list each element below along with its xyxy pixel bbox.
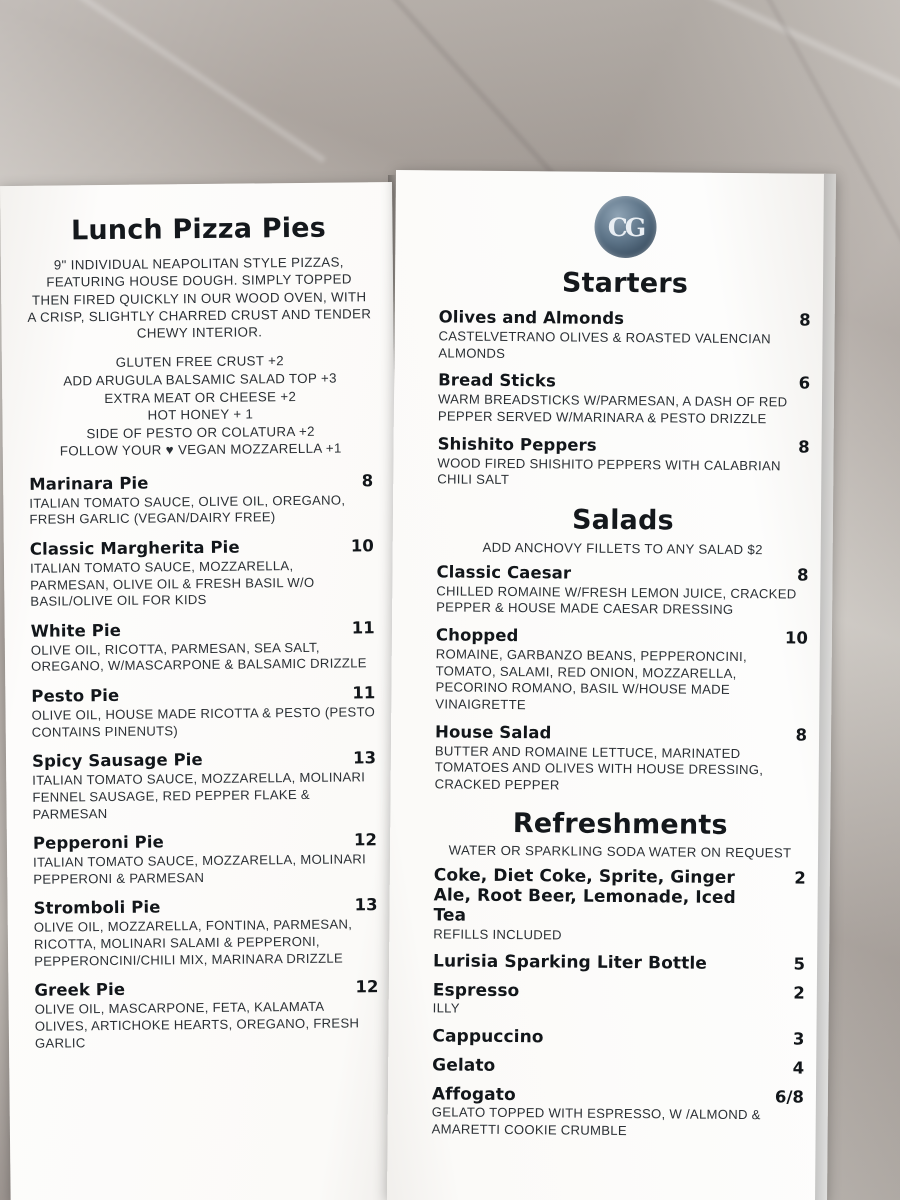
menu-item-description: OLIVE OIL, HOUSE MADE RICOTTA & PESTO (PESTO CONTAINS PINENUTS) xyxy=(31,704,376,740)
menu-item-name: Pesto Pie xyxy=(31,685,120,706)
pizza-blurb: 9" INDIVIDUAL NEAPOLITAN STYLE PIZZAS, FEATURING HOUSE DOUGH. SIMPLY TOPPED THEN FIRED QUICKLY IN OUR WOOD OVEN, WITH A CRISP, SLIGHTLY CHARRED CRUST AND TENDER CHEWY INTERIOR. xyxy=(27,254,372,341)
menu-item-description: ITALIAN TOMATO SAUCE, MOZZARELLA, MOLINARI FENNEL SAUSAGE, RED PEPPER FLAKE & PARMESAN xyxy=(32,769,366,822)
menu-item-price: 11 xyxy=(351,618,375,638)
menu-item-price: 11 xyxy=(352,683,376,703)
menu-item-price: 8 xyxy=(798,437,810,457)
menu-item-name: Classic Caesar xyxy=(436,562,572,583)
menu-item-name: Marinara Pie xyxy=(29,473,149,494)
menu-item-name: Greek Pie xyxy=(34,980,126,1001)
pizza-addons: GLUTEN FREE CRUST +2 ADD ARUGULA BALSAMIC SALAD TOP +3 EXTRA MEAT OR CHEESE +2 HOT HONEY + 1 SIDE OF PESTO OR COLATURA +2 FOLLOW YOUR ♥ VEGAN MOZZARELLA +1 xyxy=(59,353,342,459)
menu-item-name: Shishito Peppers xyxy=(437,433,597,455)
menu-item[interactable] xyxy=(435,625,808,716)
salads-heading: Salads xyxy=(571,504,674,537)
pizza-item-list xyxy=(29,471,379,1052)
menu-item-description: ILLY xyxy=(432,1000,460,1016)
menu-item-description: REFILLS INCLUDED xyxy=(433,925,562,942)
menu-item-name: Classic Margherita Pie xyxy=(29,537,240,559)
menu-item[interactable] xyxy=(32,749,377,823)
logo-monogram: CG xyxy=(594,196,657,259)
menu-item-price: 13 xyxy=(354,895,378,915)
menu-item[interactable] xyxy=(31,618,376,676)
menu-item-description: WARM BREADSTICKS W/PARMESAN, A DASH OF RED PEPPER SERVED W/MARINARA & PESTO DRIZZLE xyxy=(437,391,788,427)
menu-item-name: Bread Sticks xyxy=(438,370,557,391)
menu-item-name: Lurisia Sparking Liter Bottle xyxy=(433,951,708,974)
menu-item-name: Affogato xyxy=(431,1084,516,1106)
menu-item-name: Spicy Sausage Pie xyxy=(31,750,203,772)
menu-item[interactable] xyxy=(435,722,808,796)
menu-item-description: WOOD FIRED SHISHITO PEPPERS WITH CALABRIAN CHILI SALT xyxy=(437,454,781,488)
menu-right-page xyxy=(387,170,836,1200)
menu-item[interactable] xyxy=(433,981,805,1021)
menu-item-price: 3 xyxy=(792,1029,805,1049)
menu-item-price: 10 xyxy=(784,628,809,648)
menu-item-name: Cappuccino xyxy=(432,1026,544,1048)
menu-item-price: 6/8 xyxy=(774,1087,805,1107)
menu-item-name: White Pie xyxy=(30,620,122,641)
menu-item-name: Chopped xyxy=(435,625,519,646)
menu-left-page xyxy=(0,182,403,1200)
menu-item-price: 2 xyxy=(793,983,805,1003)
starters-heading: Starters xyxy=(561,267,689,300)
menu-item-price: 13 xyxy=(352,748,377,768)
menu-item[interactable] xyxy=(432,1055,804,1078)
salads-note: ADD ANCHOVY FILLETS TO ANY SALAD $2 xyxy=(482,539,763,557)
menu-item-price: 8 xyxy=(361,470,374,491)
salads-list xyxy=(435,562,809,796)
menu-item[interactable] xyxy=(433,951,805,974)
menu-item-price: 8 xyxy=(796,565,809,585)
menu-item-name: Coke, Diet Coke, Sprite, Ginger Ale, Root Beer, Lemonade, Iced Tea xyxy=(433,865,736,927)
menu-item-description: GELATO TOPPED WITH ESPRESSO, W /ALMOND & AMARETTI COOKIE CRUMBLE xyxy=(431,1104,761,1138)
menu-item[interactable] xyxy=(29,471,374,529)
menu-item-price: 5 xyxy=(793,954,806,974)
menu-item-name: Pepperoni Pie xyxy=(32,832,164,853)
menu-item-name: Stromboli Pie xyxy=(33,897,161,919)
marble-vein xyxy=(540,0,900,114)
starters-list xyxy=(437,307,811,491)
menu-item-price: 10 xyxy=(350,536,374,556)
marble-vein xyxy=(0,0,326,163)
menu-item[interactable] xyxy=(31,683,376,741)
menu-item[interactable] xyxy=(33,830,378,888)
menu-item-price: 6 xyxy=(798,373,811,393)
restaurant-logo xyxy=(439,194,812,259)
menu-item[interactable] xyxy=(438,307,810,364)
marble-vein xyxy=(205,0,556,177)
page-title: Lunch Pizza Pies xyxy=(70,212,327,247)
menu-item-name: House Salad xyxy=(435,721,552,742)
menu-item-price: 2 xyxy=(794,868,806,888)
menu-item-description: ITALIAN TOMATO SAUCE, MOZZARELLA, MOLINARI PEPPERONI & PARMESAN xyxy=(33,851,367,887)
menu-item-price: 8 xyxy=(795,725,808,745)
menu-item[interactable] xyxy=(432,1026,804,1049)
menu-item-price: 8 xyxy=(799,310,811,330)
menu-item-description: ITALIAN TOMATO SAUCE, MOZZARELLA, PARMESAN, OLIVE OIL & FRESH BASIL W/O BASIL/OLIVE OIL FOR KIDS xyxy=(29,557,315,609)
refreshments-heading: Refreshments xyxy=(512,808,728,842)
menu-item-description: CASTELVETRANO OLIVES & ROASTED VALENCIAN ALMONDS xyxy=(438,328,772,361)
menu-item-price: 4 xyxy=(792,1058,805,1078)
menu-item-price: 12 xyxy=(353,830,377,850)
menu-item-name: Gelato xyxy=(432,1055,496,1076)
menu-item-description: OLIVE OIL, RICOTTA, PARMESAN, SEA SALT, OREGANO, W/MASCARPONE & BALSAMIC DRIZZLE xyxy=(30,639,367,675)
menu-item[interactable] xyxy=(30,536,375,610)
refreshments-note: WATER OR SPARKLING SODA WATER ON REQUEST xyxy=(448,842,792,861)
menu-item[interactable] xyxy=(34,977,379,1051)
menu-item-description: BUTTER AND ROMAINE LETTUCE, MARINATED TOMATOES AND OLIVES WITH HOUSE DRESSING, CRACKED PEPPER xyxy=(434,742,764,793)
menu-item-name: Olives and Almonds xyxy=(438,307,625,328)
menu-item[interactable] xyxy=(438,371,810,428)
menu-item-name: Espresso xyxy=(432,980,520,1002)
menu-item[interactable] xyxy=(33,896,378,970)
menu-item[interactable] xyxy=(433,866,806,946)
menu-item[interactable] xyxy=(436,562,808,619)
menu-item-description: ITALIAN TOMATO SAUCE, OLIVE OIL, OREGANO, FRESH GARLIC (VEGAN/DAIRY FREE) xyxy=(29,492,346,528)
menu-item-description: OLIVE OIL, MASCARPONE, FETA, KALAMATA OLIVES, ARTICHOKE HEARTS, OREGANO, FRESH GARLIC xyxy=(34,999,360,1051)
menu-item-description: OLIVE OIL, MOZZARELLA, FONTINA, PARMESAN, RICOTTA, MOLINARI SALAMI & PEPPERONI, PEPPERONCINI/CHILI MIX, MARINARA DRIZZLE xyxy=(33,916,353,969)
refreshments-list xyxy=(432,866,806,1141)
menu-item[interactable] xyxy=(437,434,809,491)
menu-item[interactable] xyxy=(432,1084,804,1141)
menu-item-description: ROMAINE, GARBANZO BEANS, PEPPERONCINI, TOMATO, SALAMI, RED ONION, MOZZARELLA, PECORINO ROMANO, BASIL W/HOUSE MADE VINAIGRETTE xyxy=(435,646,747,713)
menu-item-price: 12 xyxy=(355,977,379,997)
menu-item-description: CHILLED ROMAINE W/FRESH LEMON JUICE, CRACKED PEPPER & HOUSE MADE CAESAR DRESSING xyxy=(436,583,797,618)
